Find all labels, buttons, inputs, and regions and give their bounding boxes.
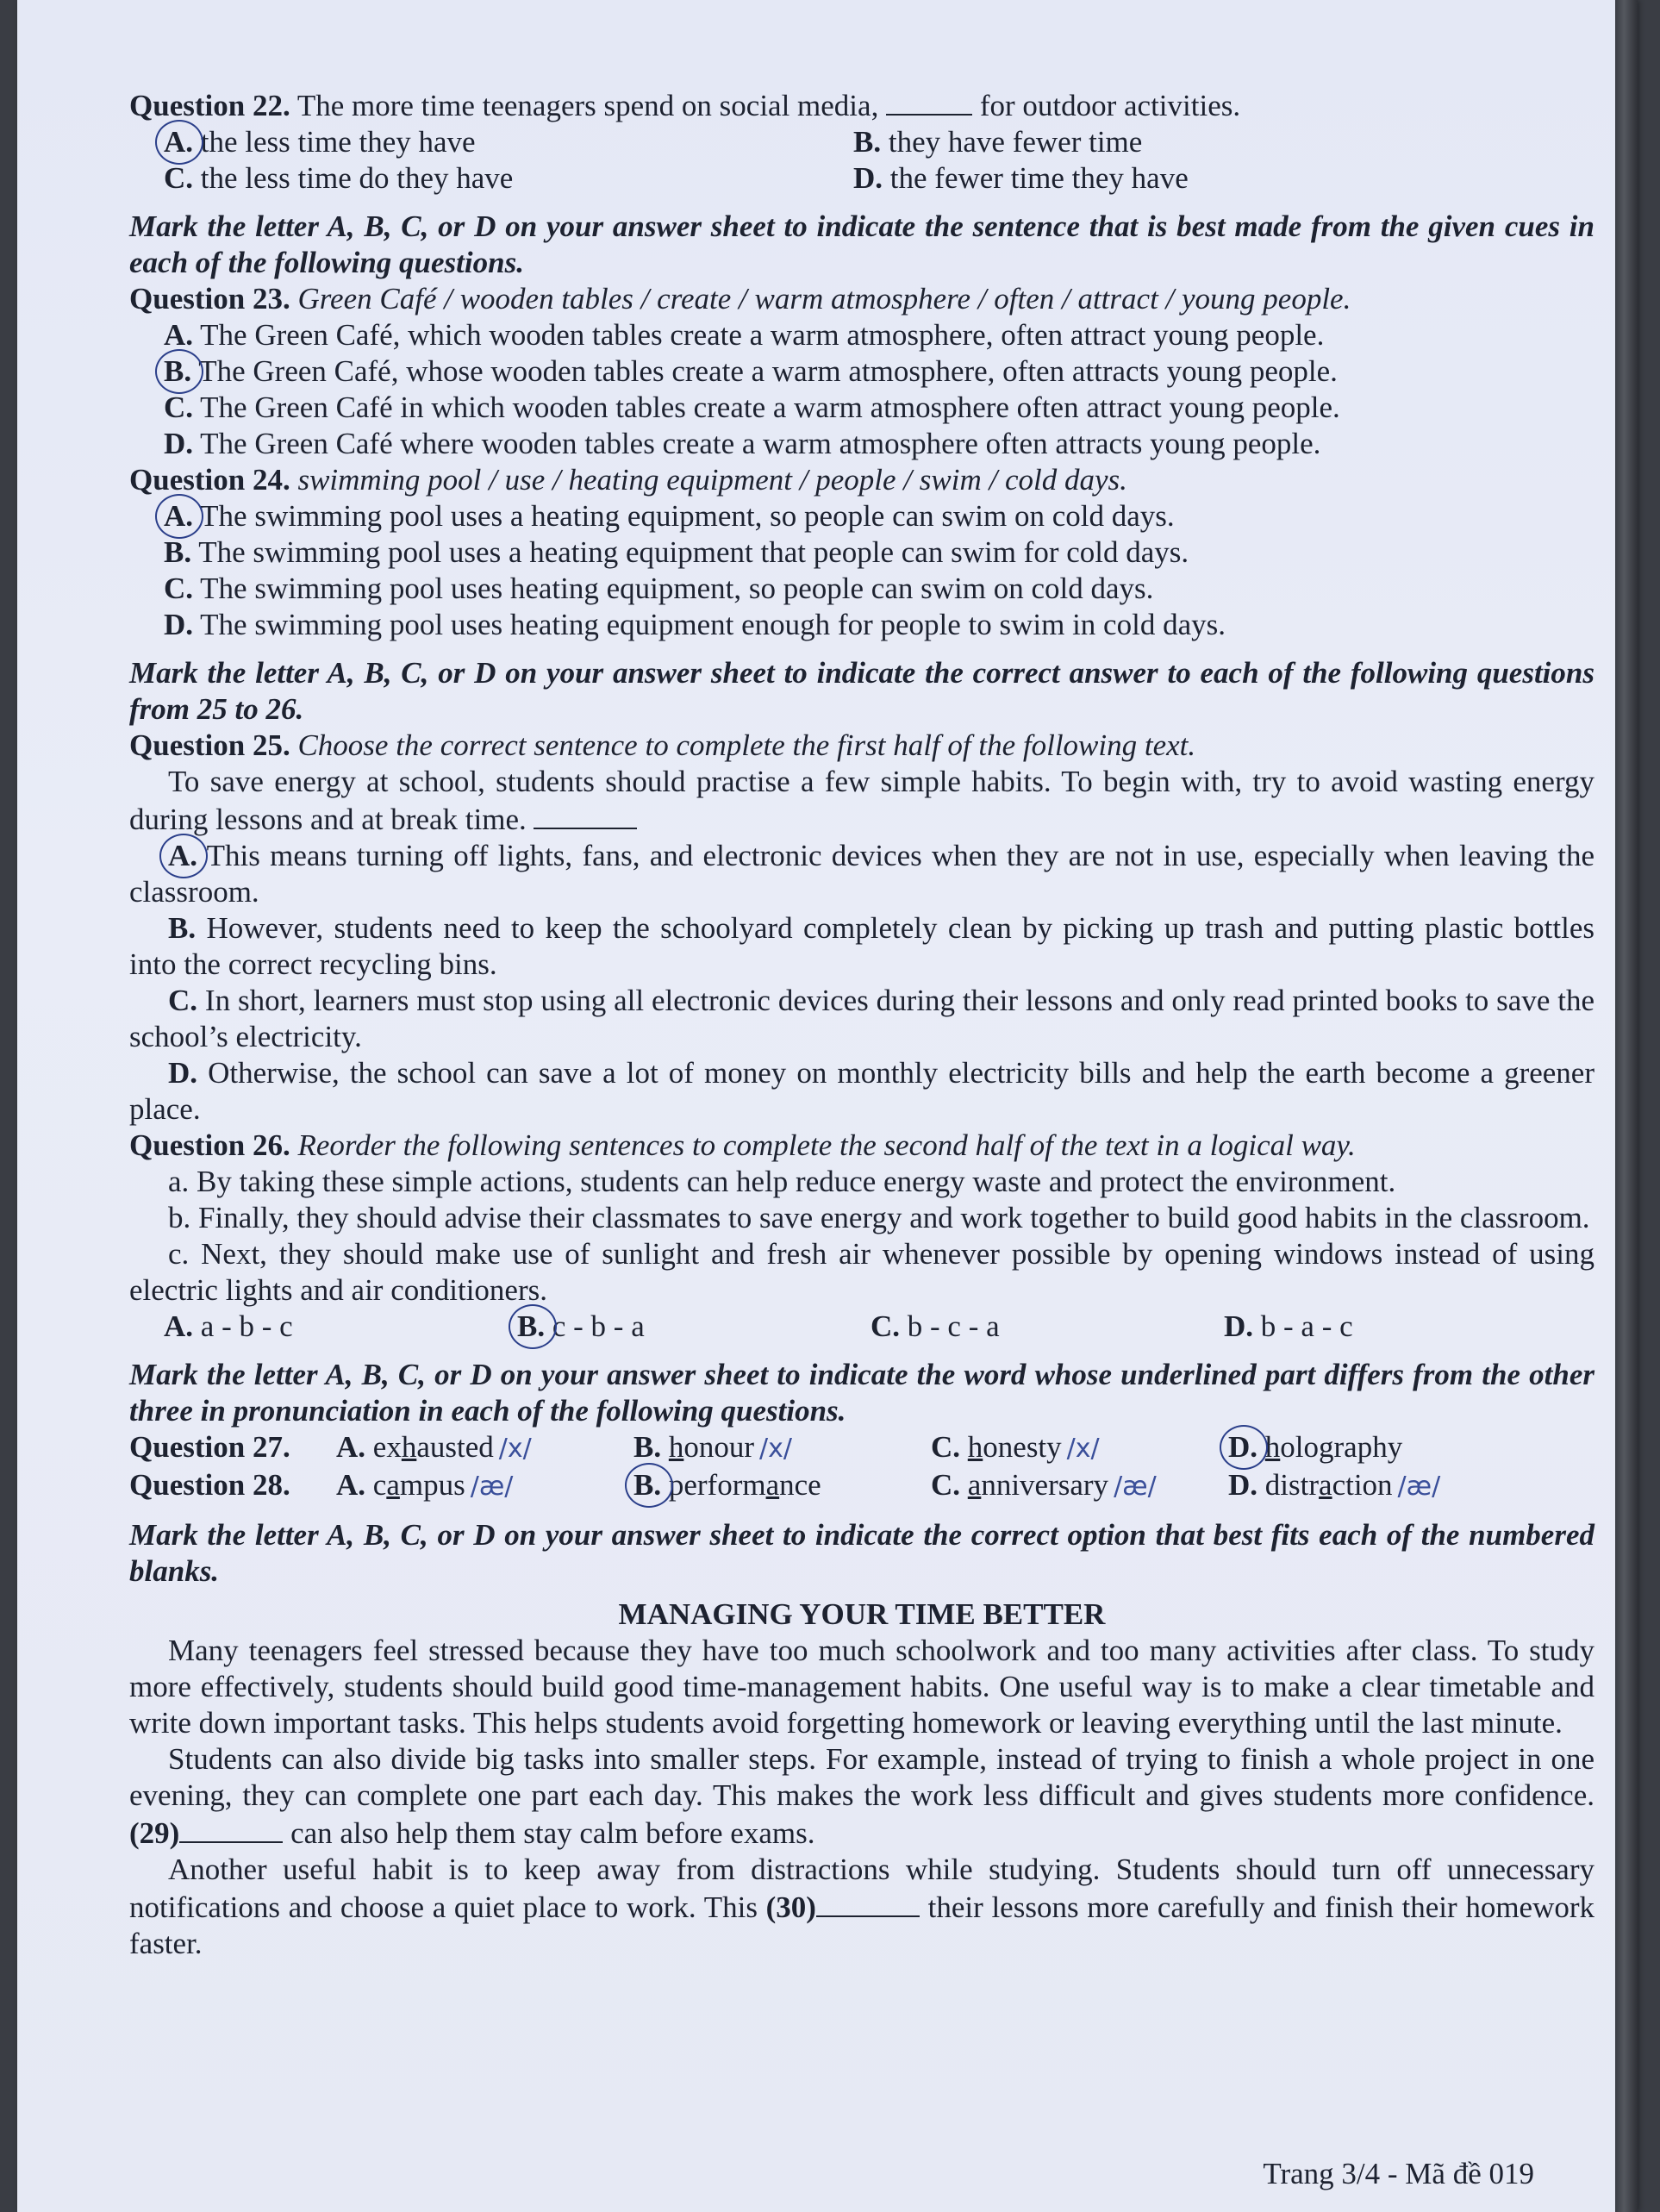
option-b: B. performance bbox=[633, 1468, 821, 1502]
question-26: Question 26. Reorder the following sentences to complete the second half of the text in a logical way. a. By taking these simple actions, students can help reduce energy waste and protect the environment. b. Finally, they should advise their classmates to save energy and work together to build good habits in the classroom. c. Next, they should make use of sunlight and fresh air whenever possible by opening windows instead of using electric lights and air conditioners. A. a - b - c B. c - b - a C. b - c - a D. b - a - c bbox=[129, 1128, 1594, 1343]
option-d: D. the fewer time they have bbox=[853, 161, 1189, 195]
option-c: C. b - c - a bbox=[871, 1309, 1000, 1343]
passage-title: MANAGING YOUR TIME BETTER bbox=[618, 1597, 1106, 1631]
option-b: B. The swimming pool uses a heating equipment that people can swim for cold days. bbox=[164, 535, 1189, 569]
option-a: A. the less time they have bbox=[164, 125, 476, 159]
question-prompt: Reorder the following sentences to complete the second half of the text in a logical way. bbox=[297, 1128, 1356, 1162]
option-a: A. The swimming pool uses a heating equipment, so people can swim on cold days. bbox=[164, 499, 1175, 533]
question-28: Question 28. A. campus /æ/ B. performance C. anniversary /æ/ D. distraction /æ/ bbox=[129, 1467, 1594, 1505]
question-stem-part1: The more time teenagers spend on social media, bbox=[296, 89, 879, 122]
sentence-a: a. By taking these simple actions, students can help reduce energy waste and protect the environment. bbox=[168, 1165, 1396, 1198]
option-b: B. honour /x/ bbox=[633, 1430, 792, 1464]
exam-page bbox=[17, 0, 1638, 2212]
option-c: C. The swimming pool uses heating equipment, so people can swim on cold days. bbox=[164, 572, 1154, 605]
option-b: B. they have fewer time bbox=[853, 125, 1143, 159]
question-label: Question 22. bbox=[129, 89, 290, 122]
page-edge-shadow bbox=[1615, 0, 1638, 2212]
option-a: A. a - b - c bbox=[164, 1309, 293, 1343]
option-d: D. The swimming pool uses heating equipment enough for people to swim in cold days. bbox=[164, 608, 1226, 641]
passage-paragraph-2: Students can also divide big tasks into smaller steps. For example, instead of trying to finish a whole project in one evening, they can complete one part each day. This makes the work less difficult and gives students more confidence. (29) can also help them stay calm before exams. bbox=[129, 1742, 1594, 1850]
answer-blank bbox=[534, 800, 637, 829]
option-b: B. However, students need to keep the schoolyard completely clean by picking up trash and putting plastic bottles into the correct recycling bins. bbox=[129, 911, 1594, 981]
blank-number: (30) bbox=[765, 1890, 816, 1924]
option-c: C. honesty /x/ bbox=[931, 1430, 1100, 1464]
option-a: A. campus /æ/ bbox=[336, 1468, 514, 1502]
question-stem-part2: for outdoor activities. bbox=[979, 89, 1241, 122]
question-25: Question 25. Choose the correct sentence to complete the first half of the following text. To save energy at school, students should practise a few simple habits. To begin with, try to avoid wasting energy during lessons and at break time. A. This means turning off lights, fans, and electronic devices when they are not in use, especially when leaving the classroom. B. However, students need to keep the schoolyard completely clean by picking up trash and putting plastic bottles into the correct recycling bins. C. In short, learners must stop using all electronic devices during their lessons and only read printed books to save the school’s electricity. D. Otherwise, the school can save a lot of money on monthly electricity bills and help the earth become a greener place. bbox=[129, 728, 1595, 1126]
sentence-b: b. Finally, they should advise their classmates to save energy and work together to build good habits in the classroom. bbox=[168, 1201, 1590, 1234]
answer-blank bbox=[816, 1888, 920, 1917]
option-a: A. The Green Café, which wooden tables create a warm atmosphere, often attract young people. bbox=[164, 318, 1325, 352]
instruction-pronunciation: Mark the letter A, B, C, or D on your answer sheet to indicate the word whose underlined part differs from the other three in pronunciation in each of the following questions. bbox=[129, 1358, 1594, 1428]
option-a: A. exhausted /x/ bbox=[336, 1430, 532, 1464]
question-24: Question 24. swimming pool / use / heating equipment / people / swim / cold days. A. The swimming pool uses a heating equipment, so people can swim on cold days. B. The swimming pool uses a heating equipment that people can swim for cold days. C. The swimming pool uses heating equipment, so people can swim on cold days. D. The swimming pool uses heating equipment enough for people to swim in cold days. bbox=[129, 462, 1594, 643]
option-d: D. holography bbox=[1228, 1430, 1403, 1464]
question-prompt: Choose the correct sentence to complete the first half of the following text. bbox=[297, 728, 1196, 762]
question-passage: To save energy at school, students should practise a few simple habits. To begin with, try to avoid wasting energy during lessons and at break time. bbox=[129, 765, 1594, 836]
instruction-questions-25-26: Mark the letter A, B, C, or D on your answer sheet to indicate the correct answer to each of the following questions from 25 to 26. bbox=[129, 656, 1594, 726]
option-d: D. distraction /æ/ bbox=[1228, 1468, 1441, 1502]
handwritten-note: /æ/ bbox=[1114, 1472, 1157, 1502]
question-23: Question 23. Green Café / wooden tables / create / warm atmosphere / often / attract / young people. A. The Green Café, which wooden tables create a warm atmosphere, often attract young people. B. The Green Café, whose wooden tables create a warm atmosphere, often attracts young people. C. The Green Café in which wooden tables create a warm atmosphere often attract young people. D. The Green Café where wooden tables create a warm atmosphere often attracts young people. bbox=[129, 281, 1594, 462]
blank-number: (29) bbox=[129, 1816, 180, 1850]
option-c: C. anniversary /æ/ bbox=[931, 1468, 1157, 1502]
option-c: C. In short, learners must stop using all electronic devices during their lessons and only read printed books to save the school’s electricity. bbox=[129, 984, 1595, 1053]
handwritten-note: /x/ bbox=[759, 1434, 792, 1464]
passage-paragraph-3: Another useful habit is to keep away from distractions while studying. Students should turn off unnecessary notifications and choose a quiet place to work. This (30) their lessons more carefully and finish their homework faster. bbox=[129, 1853, 1595, 1960]
option-d: D. The Green Café where wooden tables create a warm atmosphere often attracts young people. bbox=[164, 427, 1321, 460]
handwritten-note: /æ/ bbox=[470, 1472, 514, 1502]
question-22 bbox=[129, 86, 1594, 197]
instruction-blanks: Mark the letter A, B, C, or D on your answer sheet to indicate the correct option that best fits each of the numbered blanks. bbox=[129, 1518, 1594, 1588]
answer-blank bbox=[886, 86, 972, 116]
handwritten-note: /x/ bbox=[1066, 1434, 1100, 1464]
passage-paragraph-1: Many teenagers feel stressed because they have too much schoolwork and too many activities after class. To study more effectively, students should build good time-management habits. One useful way is to make a clear timetable and write down important tasks. This helps students avoid forgetting homework or leaving everything until the last minute. bbox=[129, 1634, 1594, 1740]
option-c: C. the less time do they have bbox=[164, 161, 514, 195]
option-d: D. b - a - c bbox=[1224, 1309, 1353, 1343]
option-c: C. The Green Café in which wooden tables create a warm atmosphere often attract young people. bbox=[164, 391, 1340, 424]
question-cue: Green Café / wooden tables / create / warm atmosphere / often / attract / young people. bbox=[297, 282, 1351, 316]
option-b: B. c - b - a bbox=[517, 1309, 645, 1343]
question-27: Question 27. A. exhausted /x/ B. honour /x/ C. honesty /x/ D. holography bbox=[129, 1429, 1594, 1467]
answer-blank bbox=[179, 1814, 283, 1843]
handwritten-note: /x/ bbox=[498, 1434, 532, 1464]
page-footer: Trang 3/4 - Mã đề 019 bbox=[1263, 2157, 1534, 2190]
handwritten-note: /æ/ bbox=[1397, 1472, 1441, 1502]
page-content bbox=[129, 86, 1594, 1962]
option-a: A. This means turning off lights, fans, and electronic devices when they are not in use, especially when leaving the classroom. bbox=[129, 839, 1595, 909]
sentence-c: c. Next, they should make use of sunlight and fresh air whenever possible by opening windows instead of using electric lights and air conditioners. bbox=[129, 1237, 1594, 1307]
option-b: B. The Green Café, whose wooden tables create a warm atmosphere, often attracts young people. bbox=[164, 354, 1338, 388]
option-d: D. Otherwise, the school can save a lot of money on monthly electricity bills and help the earth become a greener place. bbox=[129, 1056, 1594, 1126]
question-cue: swimming pool / use / heating equipment / people / swim / cold days. bbox=[297, 463, 1127, 497]
instruction-sentence-cues: Mark the letter A, B, C, or D on your answer sheet to indicate the sentence that is best made from the given cues in each of the following questions. bbox=[129, 209, 1594, 279]
